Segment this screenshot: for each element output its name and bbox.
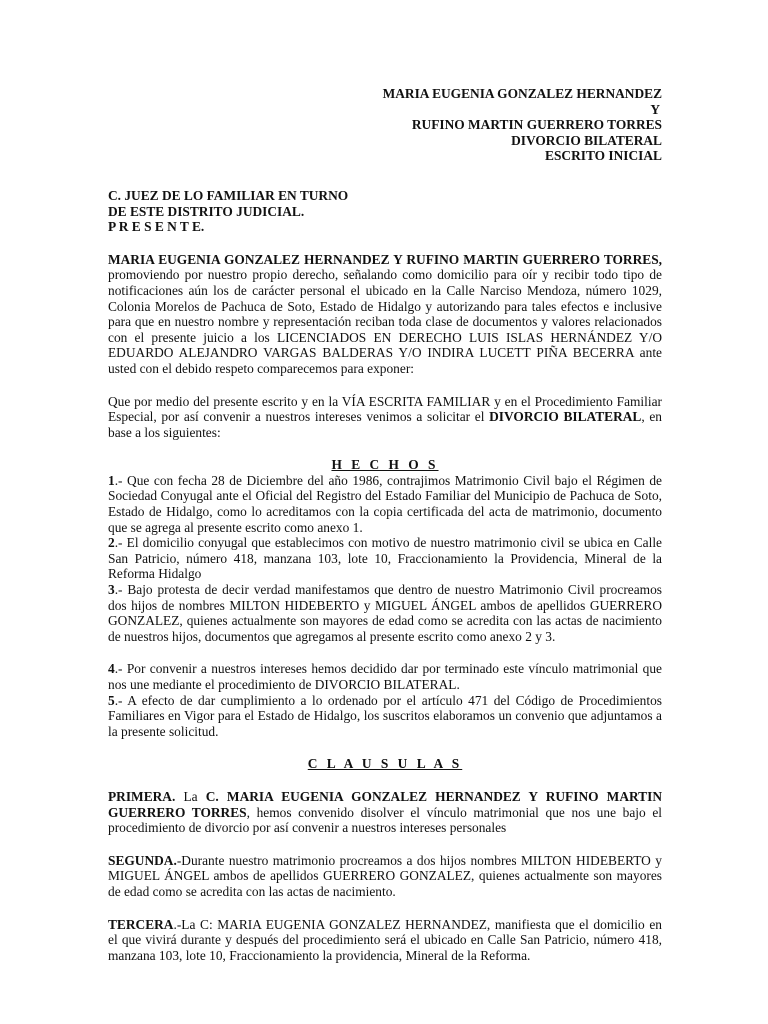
intro-names: MARIA EUGENIA GONZALEZ HERNANDEZ Y RUFINO MARTIN GUERRERO TORRES, (108, 251, 662, 267)
caption-conjunction: Y (650, 101, 660, 117)
hecho-1: 1.- Que con fecha 28 de Diciembre del año 1986, contrajimos Matrimonio Civil bajo el Régimen de Sociedad Conyugal ante el Oficial del Registro del Estado Familiar del Municipio de Pachuca de Soto, Estado de Hidalgo, como lo acreditamos con la copia certificada del acta de matrimonio, documento que se agrega al presente escrito como anexo 1. (108, 472, 662, 535)
clausulas-title: C L A U S U L A S (307, 756, 463, 772)
addressee-district: DE ESTE DISTRITO JUDICIAL. (108, 203, 305, 219)
hechos-list (108, 473, 662, 740)
caption-petitioner-2: RUFINO MARTIN GUERRERO TORRES (411, 117, 662, 133)
hecho-2: 2.- El domicilio conyugal que establecimos con motivo de nuestro matrimonio civil se ubica en Calle San Patricio, número 418, manzana 103, lote 10, Fraccionamiento la Providencia, Mineral de la Reforma Hidalgo (108, 535, 662, 582)
hecho-3: 3.- Bajo protesta de decir verdad manifestamos que dentro de nuestro Matrimonio Civil procreamos dos hijos de nombres MILTON HIDEBERTO y MIGUEL ÁNGEL ambos de apellidos GUERRERO GONZALEZ, quienes actualmente son mayores de edad como se acredita con las actas de nacimiento de nuestros hijos, documentos que agregamos al presente escrito como anexo 2 y 3. (108, 582, 662, 644)
addressee-judge: C. JUEZ DE LO FAMILIAR EN TURNO (108, 187, 349, 203)
hechos-title: H E C H O S (331, 457, 439, 473)
hecho-5: 5.- A efecto de dar cumplimiento a lo ordenado por el artículo 471 del Código de Procedimientos Familiares en Vigor para el Estado de Hidalgo, los suscritos elaboramos un convenio que adjuntamos a la presente solicitud. (108, 692, 662, 739)
clausula-primera: PRIMERA. La C. MARIA EUGENIA GONZALEZ HERNANDEZ Y RUFINO MARTIN GUERRERO TORRES, hemos convenido disolver el vínculo matrimonial que nos une bajo el procedimiento de divorcio por así convenir a nuestros intereses personales (108, 788, 662, 836)
intro-paragraph (108, 252, 662, 377)
clausula-tercera: TERCERA.-La C: MARIA EUGENIA GONZALEZ HERNANDEZ, manifiesta que el domicilio en el que vivirá durante y después del procedimiento será el ubicado en Calle San Patricio, número 418, manzana 103, lote 10, Fraccionamiento la providencia, Mineral de la Reforma. (108, 916, 662, 963)
caption-case-type: DIVORCIO BILATERAL (511, 132, 662, 148)
addressee-block (108, 188, 662, 235)
request-bold: DIVORCIO BILATERAL (489, 409, 642, 425)
addressee-present: P R E S E N T E. (108, 219, 205, 235)
hecho-4: 4.- Por convenir a nuestros intereses hemos decidido dar por terminado este vínculo matrimonial que nos une mediante el procedimiento de DIVORCIO BILATERAL. (108, 661, 662, 692)
caption-document-type: ESCRITO INICIAL (545, 148, 662, 164)
caption-petitioner-1: MARIA EUGENIA GONZALEZ HERNANDEZ (382, 86, 662, 101)
intro-text: promoviendo por nuestro propio derecho, señalando como domicilio para oír y recibir todo tipo de notificaciones aún los de carácter personal el ubicado en la Calle Narciso Mendoza, número 1029, Colonia Morelos de Pachuca de Soto, Estado de Hidalgo y autorizando para tales efectos e inclusive para que en nuestro nombre y representación reciban toda clase de documentos y valores relacionados con el presente juicio a los LICENCIADOS EN DERECHO LUIS ISLAS HERNÁNDEZ Y/O EDUARDO ALEJANDRO VARGAS BALDERAS Y/O INDIRA LUCETT PIÑA BECERRA ante usted con el debido respeto comparecemos para exponer: (108, 267, 662, 376)
clausula-segunda: SEGUNDA.-Durante nuestro matrimonio procreamos a dos hijos nombres MILTON HIDEBERTO y MIGUEL ÁNGEL ambos de apellidos GUERRERO GONZALEZ, quienes actualmente son mayores de edad como se acredita con las actas de nacimiento. (108, 852, 662, 899)
case-caption (108, 86, 662, 164)
request-paragraph: Que por medio del presente escrito y en la VÍA ESCRITA FAMILIAR y en el Procedimiento Familiar Especial, por así convenir a nuestros intereses venimos a solicitar el DIVORCIO BILATERAL, en base a los siguientes: (108, 393, 662, 440)
